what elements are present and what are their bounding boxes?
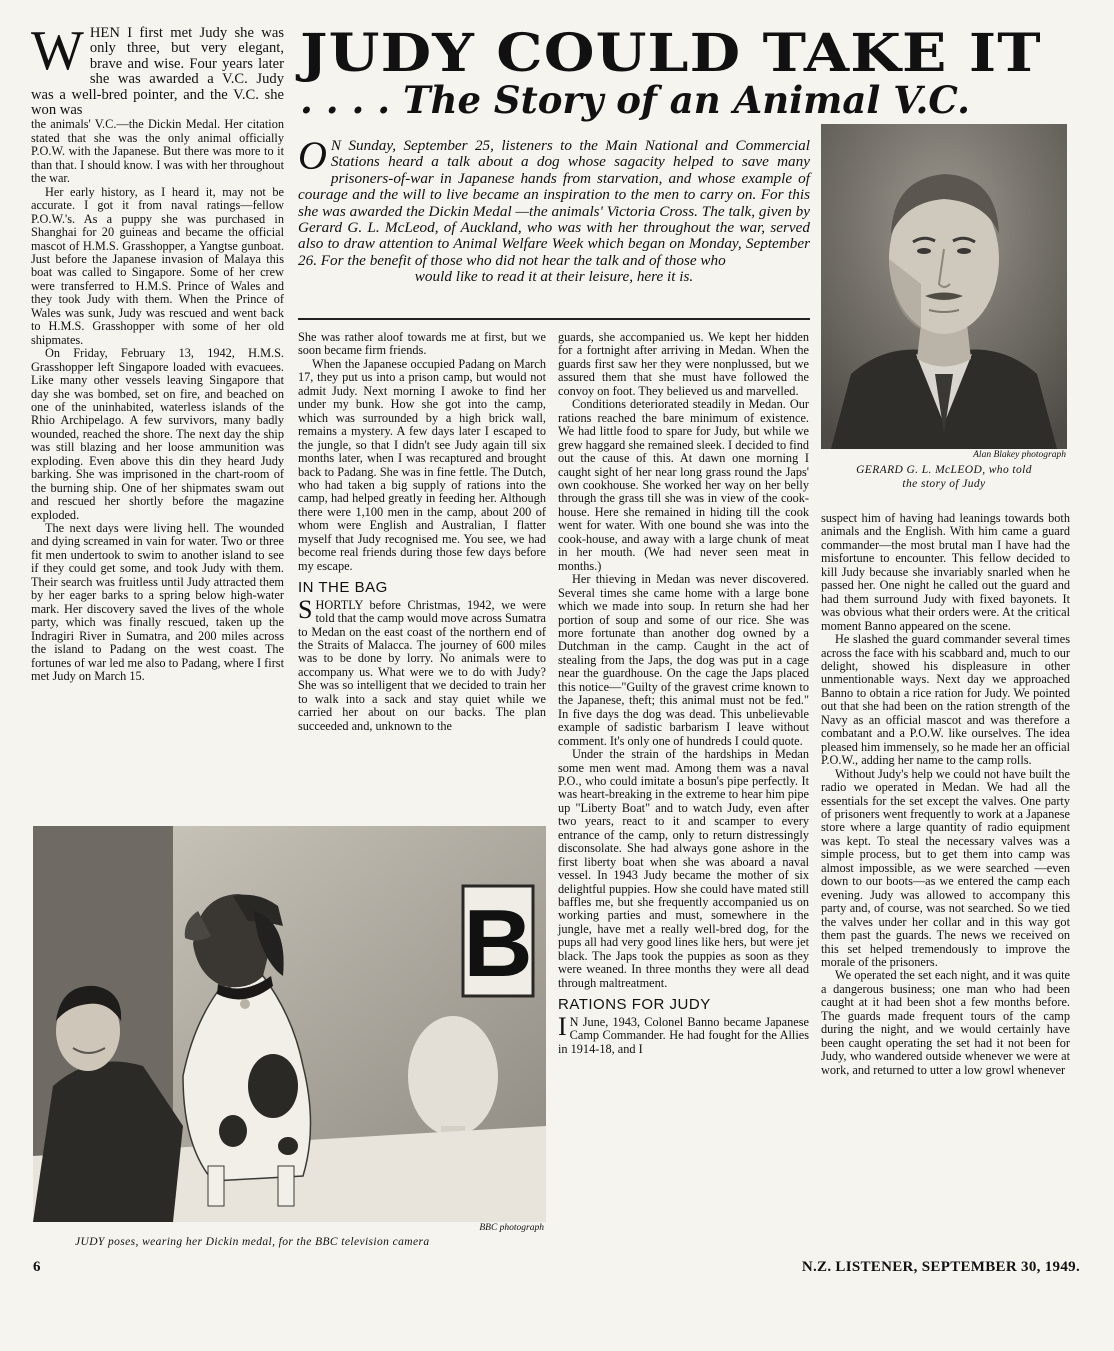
column-3-sub-paragraph — [558, 1011, 809, 1056]
portrait-caption-line-1: GERARD G. L. McLEOD, who told — [856, 464, 1032, 476]
column-3-paragraph: Under the strain of the hardships in Medan some men went mad. Among them was a naval P.O., who could imitate a bosun's pipe perfectly. It was heart-breaking in the extreme to hear him pipe up "Liberty Boat" and to watch Judy, even after two years, react to it and scamper to every entrance of the camp, only to return distressingly disconsolate. She had always gone ashore in the first liberty boat when she was aboard a naval vessel. In 1943 Judy became the mother of six delightful puppies. How she could have mated still baffles me, but she frequently accompanied us on working parties and must, somewhere in the jungle, have met a really well-bred dog, for the pups all had very good lines like hers, but were jet black. The Japs took the puppies as soon as they were weaned. In three months they were all dead through maltreatment. — [558, 747, 809, 990]
intro-lead-text: HEN I first met Judy she was only three, but very elegant, brave and wise. Four years later she was awarded a V.C. Judy was a well-bred pointer, and the V.C. she won was — [31, 25, 284, 119]
headline: JUDY COULD TAKE IT — [300, 23, 1042, 84]
standfirst-dropcap: O — [298, 133, 327, 178]
column-3-paragraph: Conditions deteriorated steadily in Medan. Our rations reached the bare minimum of existence. We had little food to spare for Judy, but while we grew haggard she remained sleek. I decided to find out the cause of this. At dawn one morning I caught sight of her near long grass round the Japs' own cookhouse. She worked her way on her belly through the grass till she was in view of the cook-house. Here she remained in hiding till the cook went for water. With one bound she was into the cook-house, and away with a large chunk of meat in her mouth. (We had never seen meat in months.) — [558, 397, 809, 573]
rations-text: N June, 1943, Colonel Banno became Japanese Camp Commander. He had fought for the Allies in 1914-18, and I — [558, 1014, 809, 1056]
subhead-in-the-bag: IN THE BAG — [298, 579, 388, 597]
intro-paragraph: On Friday, February 13, 1942, H.M.S. Grasshopper left Singapore loaded with evacuees. Like many other vessels leaving Singapore that day she was bombed, set on fire, and beached on one of the uninhabited, waterless islands of the Rhio Archipelago. A few survivors, many badly wounded, reached the shore. The next day the ship was still blazing and her loose ammunition was exploding. Even above this din they heard Judy barking. She was imprisoned in the chart-room of the burning ship. One of her shipmates swam out and rescued her shortly before the magazine exploded. — [31, 346, 284, 522]
publication-line: N.Z. LISTENER, SEPTEMBER 30, 1949. — [801, 1259, 1080, 1275]
column-3-paragraph: Her thieving in Medan was never discovered. Several times she came home with a large bone which we made into soup. In return she had her portion of soup and some of our rice. She was more fortunate than another dog owned by a Dutchman in the camp. Caught in the act of stealing from the Japs, the dog was put in a cage near the guardhouse. On the cage the Japs placed this notice—"Guilty of the gravest crime known to the Japanese, theft; this animal must not be fed." In five days the dog was dead. This unbelievable example of sadistic barbarism I leave without comment. It's only one of hundreds I could quote. — [558, 572, 809, 748]
standfirst — [298, 133, 810, 286]
standfirst-last-line: would like to read it at their leisure, here it is. — [414, 268, 694, 286]
page-number: 6 — [33, 1259, 41, 1275]
rations-dropcap: I — [558, 1011, 567, 1041]
subhead-rations-for-judy: RATIONS FOR JUDY — [558, 996, 711, 1014]
subheadline: . . . . The Story of an Animal V.C. — [300, 78, 971, 122]
portrait-illustration — [821, 124, 1067, 449]
in-the-bag-dropcap: S — [298, 594, 313, 624]
standfirst-text: N Sunday, September 25, listeners to the Main National and Commercial Stations heard a talk about a dog whose sagacity helped to save many prisoners-of-war in Japanese hands from starvation, and whose example of courage and the will to live became an inspiration to the men to carry on. For this she was awarded the Dickin Medal —the animals' Victoria Cross. The talk, given by Gerard G. L. McLeod, of Auckland, who was with her throughout the war, served also to draw attention to Animal Welfare Week which began on Monday, September 26. For the benefit of those who did not hear the talk and of those who — [298, 137, 810, 269]
dog-photo-caption: JUDY poses, wearing her Dickin medal, for the BBC television camera — [75, 1236, 430, 1248]
intro-paragraph: the animals' V.C.—the Dickin Medal. Her citation stated that she was the only animal officially P.O.W. with the Japanese. But there was more to it than that. I should know. I was with her throughout the war. — [31, 117, 284, 186]
column-3-paragraph: guards, she accompanied us. We kept her hidden for a fortnight after arriving in Medan. When the guards first saw her they were nonplussed, but we assured them that she must have followed the convoy on foot. They believed us and marvelled. — [558, 330, 809, 398]
sign-letter: B — [463, 890, 533, 997]
column-2-paragraph: When the Japanese occupied Padang on March 17, they put us into a prison camp, but would not admit Judy. Next morning I awoke to find her under my bunk. How she got into the camp, which was surrounded by a high brick wall, remains a mystery. A few days later I escaped to the jungle, so that I didn't see Judy again till six months later, when I was recaptured and brought back to Padang. She was in fine fettle. The Dutch, who had taken a big supply of rations into the camp, had helped greatly in feeding her. Although there were 1,100 men in the camp, about 200 of whom were English and Australian, I flatter myself that Judy recognised me. You see, we had become real friends during those few days before my escape. — [298, 356, 546, 573]
intro-paragraph: The next days were living hell. The wounded and dying screamed in vain for water. Two or three fit men undertook to swim to another island to see if they could get some, and took Judy with them. Their search was fruitless until Judy attracted them by her eager barks to a spring below high-water mark. Her discovery saved the lives of the whole party, which was finally rescued, taken up the Indragiri River in Sumatra, and 200 miles across the island to Padang on the west coast. The fortunes of war led me also to Padang, where I first met Judy on March 15. — [31, 521, 284, 684]
dog-photo-credit: BBC photograph — [479, 1223, 544, 1233]
intro-column — [31, 20, 284, 684]
standfirst-rule — [298, 318, 810, 320]
portrait-photo — [821, 124, 1067, 449]
intro-paragraph: Her early history, as I heard it, may not be accurate. I got it from naval ratings—fellow P.O.W.'s. As a puppy she was purchased in Shanghai for 20 guineas and became the official mascot of H.M.S. Grasshopper, a Yangtse gunboat. Just before the Japanese invasion of Malaya this boat was called to Singapore. Some of her crew were transferred to H.M.S. Prince of Wales and they took Judy with them. When the Prince of Wales was sunk, Judy was rescued and went back to H.M.S. Grasshopper with some of her old shipmates. — [31, 184, 284, 347]
portrait-credit: Alan Blakey photograph — [973, 450, 1066, 460]
intro-dropcap: W — [31, 20, 84, 82]
in-the-bag-text: HORTLY before Christmas, 1942, we were told that the camp would move across Sumatra to Medan on the east coast of the northern end of the Straits of Malacca. The journey of 600 miles was to be done by lorry. No animals were to accompany us. What were we to do with Judy? She was so intelligent that we decided to train her to walk into a sack and stay quiet while we carried her about on our backs. The plan succeeded and, unknown to the — [298, 597, 546, 733]
column-2-sub-paragraph — [298, 594, 546, 734]
dog-photo-illustration — [33, 826, 546, 1222]
column-4 — [821, 512, 1070, 1077]
column-2-paragraph: She was rather aloof towards me at first, but we soon became firm friends. — [298, 330, 546, 358]
column-4-paragraph: Without Judy's help we could not have built the radio we operated in Medan. We had all the essentials for the set except the valves. One party of prisoners went frequently to work at a Japanese store where a large quantity of radio equipment was kept. To steal the necessary valves was a simple process, but to get them into camp was almost impossible, as we were searched —even down to our boots—as we entered the camp each evening. Judy was allowed to accompany this party and, of course, was not searched. So we tied the valves under her collar and in this way got them past the guards. The news we received on this set helped tremendously to improve the morale of the prisoners. — [821, 766, 1070, 969]
dog-photo — [33, 826, 546, 1222]
column-3 — [558, 331, 809, 1056]
portrait-caption — [821, 463, 1067, 491]
column-4-paragraph: suspect him of having had leanings towards both animals and the English. With him came a guard commander—the most brutal man I have had the misfortune to encounter. This fellow decided to kill Judy because she invariably snarled when he passed her. One night he called out the guard and had them surround Judy with fixed bayonets. It was obvious what their orders were. At the critical moment Banno appeared on the scene. — [821, 511, 1070, 633]
portrait-caption-line-2: the story of Judy — [902, 478, 986, 490]
column-2 — [298, 331, 546, 733]
column-4-paragraph: We operated the set each night, and it was quite a dangerous business; one man who had been caught at it had been shot a few months before. The guards made frequent tours of the camp during the night, and we would certainly have been caught operating the set had it not been for Judy, who wandered outside whenever we were at work, and returned to utter a low growl whenever — [821, 968, 1070, 1077]
column-4-paragraph: He slashed the guard commander several times across the face with his scabbard and, much to our delight, showed his displeasure in other unmentionable ways. Next day we approached Banno to obtain a rice ration for Judy. We pointed out that she had been on the ration strength of the Navy as an official mascot and was therefore a combatant and a P.O.W. like ourselves. The idea pleased him immensely, so he made her an official P.O.W., adding her name to the camp rolls. — [821, 632, 1070, 768]
